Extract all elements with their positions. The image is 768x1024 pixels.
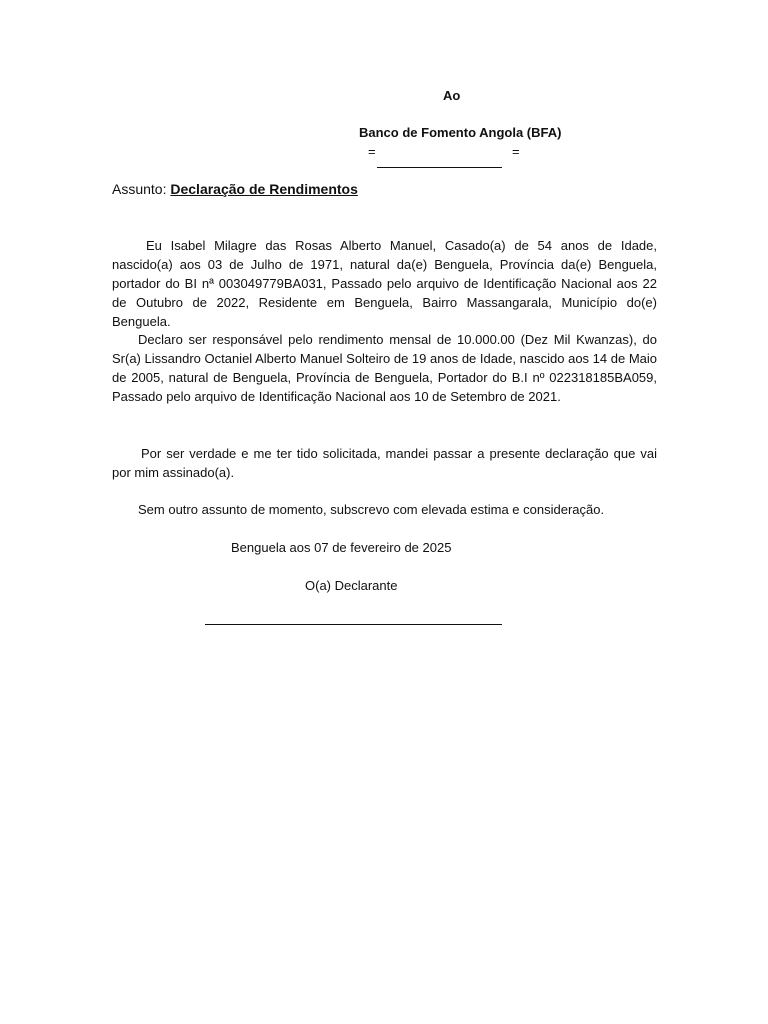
income-responsibility-paragraph: Declaro ser responsável pelo rendimento mensal de 10.000.00 (Dez Mil Kwanzas), do Sr(a) Lissandro Octaniel Alberto Manuel Solteiro de 19 anos de Idade, nascido aos 14 de Maio de 2005, natural de Benguela, Província de Benguela, Portador do B.I nº 022318185BA059, Passado pelo arquivo de Identificação Nacional aos 10 de Setembro de 2021. xyxy=(112,332,657,404)
place-and-date: Benguela aos 07 de fevereiro de 2025 xyxy=(231,540,452,555)
addressee-equals-left: = xyxy=(368,144,376,159)
closing-courtesy-paragraph: Sem outro assunto de momento, subscrevo com elevada estima e consideração. xyxy=(138,502,605,517)
addressee-to: Ao xyxy=(443,88,461,103)
addressee-equals-right: = xyxy=(512,144,520,159)
subject-line xyxy=(112,179,358,199)
signature-line xyxy=(205,624,502,625)
truth-statement-paragraph: Por ser verdade e me ter tido solicitada, mandei passar a presente declaração que vai por mim assinado(a). xyxy=(112,446,657,480)
subject-title: Declaração de Rendimentos xyxy=(170,181,358,197)
declarant-label: O(a) Declarante xyxy=(305,578,398,593)
addressee-underline xyxy=(377,167,502,168)
addressee-bank-name: Banco de Fomento Angola (BFA) xyxy=(359,125,562,140)
declarant-identity-paragraph: Eu Isabel Milagre das Rosas Alberto Manuel, Casado(a) de 54 anos de Idade, nascido(a) aos 03 de Julho de 1971, natural da(e) Benguela, Província da(e) Benguela, portador do BI nª 003049779BA031, Passado pelo arquivo de Identificação Nacional aos 22 de Outubro de 2022, Residente em Benguela, Bairro Massangarala, Município do(e) Benguela. xyxy=(112,238,657,329)
subject-label: Assunto: xyxy=(112,181,167,197)
